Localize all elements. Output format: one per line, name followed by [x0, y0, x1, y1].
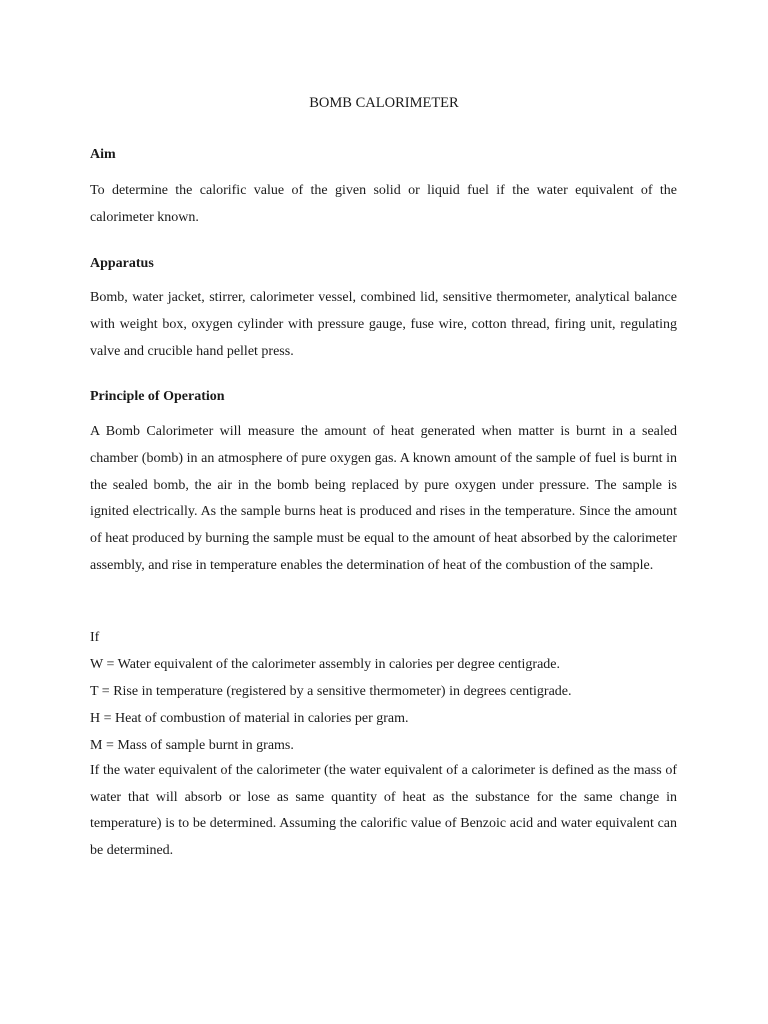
apparatus-heading: Apparatus	[90, 256, 154, 271]
if-label: If	[90, 630, 100, 645]
apparatus-text: Bomb, water jacket, stirrer, calorimeter vessel, combined lid, sensitive thermometer, analytical balance with weight box, oxygen cylinder with pressure gauge, fuse wire, cotton thread, firing unit, regulating valve and crucible hand pellet press.	[90, 290, 677, 359]
aim-heading: Aim	[90, 147, 116, 162]
definition-h: H = Heat of combustion of material in calories per gram.	[90, 711, 409, 726]
principle-text: A Bomb Calorimeter will measure the amount of heat generated when matter is burnt in a sealed chamber (bomb) in an atmosphere of pure oxygen gas. A known amount of the sample of fuel is burnt in the sealed bomb, the air in the bomb being replaced by pure oxygen under pressure. The sample is ignited electrically. As the sample burns heat is produced and rises in the temperature. Since the amount of heat produced by burning the sample must be equal to the amount of heat absorbed by the calorimeter assembly, and rise in temperature enables the determination of heat of the combustion of the sample.	[90, 424, 677, 573]
page-title: BOMB CALORIMETER	[309, 95, 459, 111]
definition-m: M = Mass of sample burnt in grams.	[90, 738, 294, 753]
aim-text: To determine the calorific value of the given solid or liquid fuel if the water equivalent of the calorimeter known.	[90, 183, 677, 225]
principle-heading: Principle of Operation	[90, 389, 225, 404]
closing-text: If the water equivalent of the calorimeter (the water equivalent of a calorimeter is defined as the mass of water that will absorb or lose as same quantity of heat as the substance for the same change in temperature) is to be determined. Assuming the calorific value of Benzoic acid and water equivalent can be determined.	[90, 763, 677, 858]
definition-w: W = Water equivalent of the calorimeter assembly in calories per degree centigrade.	[90, 657, 560, 672]
definition-t: T = Rise in temperature (registered by a sensitive thermometer) in degrees centigrade.	[90, 684, 572, 699]
